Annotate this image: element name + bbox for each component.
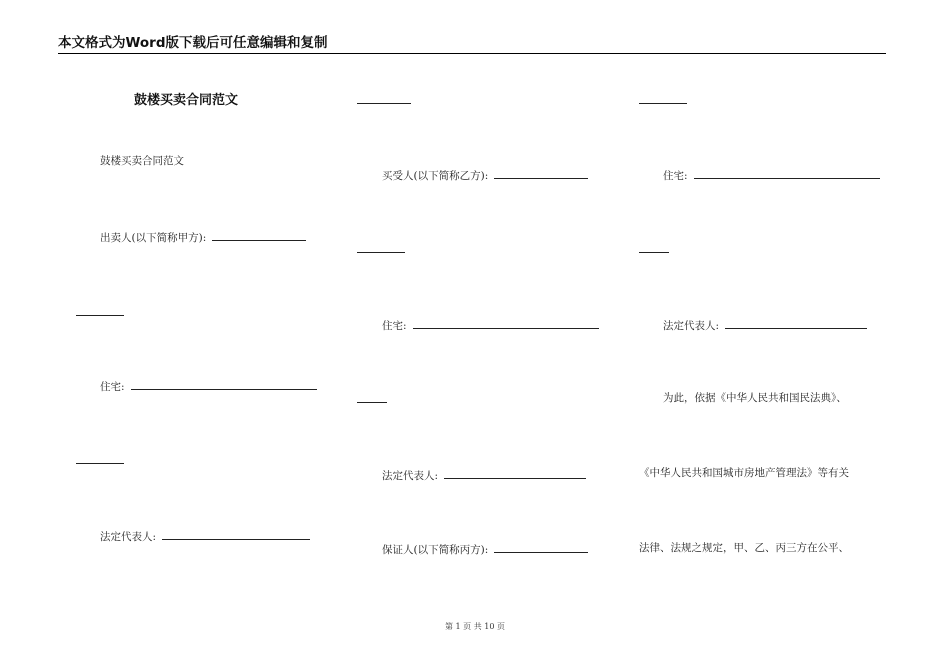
blank-line xyxy=(76,315,124,316)
residence-line xyxy=(100,378,317,394)
blank-line xyxy=(357,402,387,403)
guarantor-blank xyxy=(494,541,588,553)
blank-line xyxy=(357,252,405,253)
legal-rep-blank xyxy=(725,317,867,329)
seller-label: 出卖人(以下简称甲方): xyxy=(100,232,207,244)
paragraph-line-1: 为此，依据《中华人民共和国民法典》、 xyxy=(663,392,847,404)
residence-blank xyxy=(413,317,599,329)
legal-rep-blank xyxy=(162,528,310,540)
doc-name-line: 鼓楼买卖合同范文 xyxy=(100,155,184,167)
buyer-blank xyxy=(494,167,588,179)
guarantor-line xyxy=(382,541,588,557)
blank-line xyxy=(639,252,669,253)
legal-rep-label: 法定代表人: xyxy=(100,531,157,543)
residence-label: 住宅: xyxy=(663,170,688,182)
residence-line xyxy=(382,317,599,333)
legal-rep-line xyxy=(100,528,310,544)
guarantor-label: 保证人(以下简称丙方): xyxy=(382,544,489,556)
residence-line xyxy=(663,167,880,183)
blank-line xyxy=(76,463,124,464)
blank-line xyxy=(639,103,687,104)
legal-rep-label: 法定代表人: xyxy=(663,320,720,332)
residence-blank xyxy=(694,167,880,179)
legal-rep-label: 法定代表人: xyxy=(382,470,439,482)
seller-line xyxy=(100,229,306,245)
paragraph-line-3: 法律、法规之规定，甲、乙、丙三方在公平、 xyxy=(639,542,849,554)
seller-blank xyxy=(212,229,306,241)
residence-label: 住宅: xyxy=(382,320,407,332)
header-text: 本文格式为Word版下载后可任意编辑和复制 xyxy=(58,35,328,51)
page-number: 第 1 页 共 10 页 xyxy=(445,622,505,631)
buyer-line xyxy=(382,167,588,183)
blank-line xyxy=(357,103,411,104)
page-header xyxy=(58,34,886,54)
buyer-label: 买受人(以下简称乙方): xyxy=(382,170,489,182)
residence-label: 住宅: xyxy=(100,381,125,393)
legal-rep-line xyxy=(663,317,867,333)
legal-rep-blank xyxy=(444,467,586,479)
document-title: 鼓楼买卖合同范文 xyxy=(134,93,239,108)
residence-blank xyxy=(131,378,317,390)
paragraph-line-2: 《中华人民共和国城市房地产管理法》等有关 xyxy=(639,467,849,479)
legal-rep-line xyxy=(382,467,586,483)
